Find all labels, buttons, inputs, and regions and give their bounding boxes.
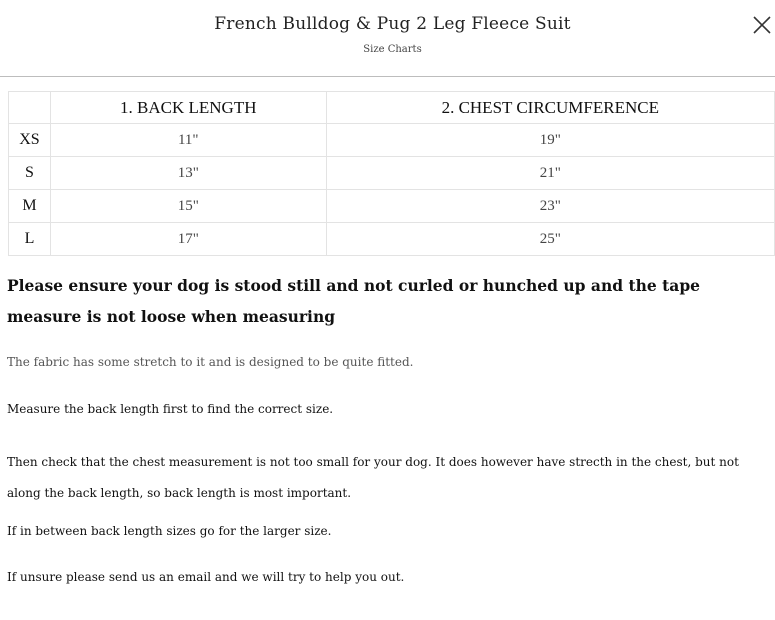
size-cell: L	[9, 223, 51, 256]
modal-header	[0, 0, 775, 77]
unsure-note: If unsure please send us an email and we will try to help you out.	[7, 570, 405, 584]
back-length-cell: 17"	[50, 223, 326, 256]
size-cell: XS	[9, 124, 51, 157]
table-row	[9, 157, 775, 190]
header-chest-circumference: 2. CHEST CIRCUMFERENCE	[326, 92, 774, 124]
header-size	[9, 92, 51, 124]
back-length-cell: 11"	[50, 124, 326, 157]
chest-cell: 21"	[326, 157, 774, 190]
size-cell: S	[9, 157, 51, 190]
table-header-row	[9, 92, 775, 124]
size-cell: M	[9, 190, 51, 223]
in-between-note: If in between back length sizes go for the larger size.	[7, 524, 332, 538]
table-row	[9, 124, 775, 157]
measure-first-note: Measure the back length first to find the correct size.	[7, 402, 334, 416]
chest-cell: 23"	[326, 190, 774, 223]
modal-title: French Bulldog & Pug 2 Leg Fleece Suit	[214, 14, 571, 34]
chest-cell: 25"	[326, 223, 774, 256]
chest-check-note: Then check that the chest measurement is not too small for your dog. It does however have strecth in the chest, but not along the back length, so back length is most important.	[7, 455, 739, 500]
back-length-cell: 13"	[50, 157, 326, 190]
modal-subtitle: Size Charts	[363, 44, 422, 55]
close-button[interactable]	[751, 14, 773, 36]
chest-cell: 19"	[326, 124, 774, 157]
size-chart-table	[8, 91, 775, 256]
table-row	[9, 190, 775, 223]
fabric-note: The fabric has some stretch to it and is designed to be quite fitted.	[7, 355, 414, 369]
header-back-length: 1. BACK LENGTH	[50, 92, 326, 124]
measuring-notice: Please ensure your dog is stood still and not curled or hunched up and the tape measure is not loose when measuring	[7, 276, 701, 326]
table-row	[9, 223, 775, 256]
close-icon	[751, 14, 773, 36]
back-length-cell: 15"	[50, 190, 326, 223]
